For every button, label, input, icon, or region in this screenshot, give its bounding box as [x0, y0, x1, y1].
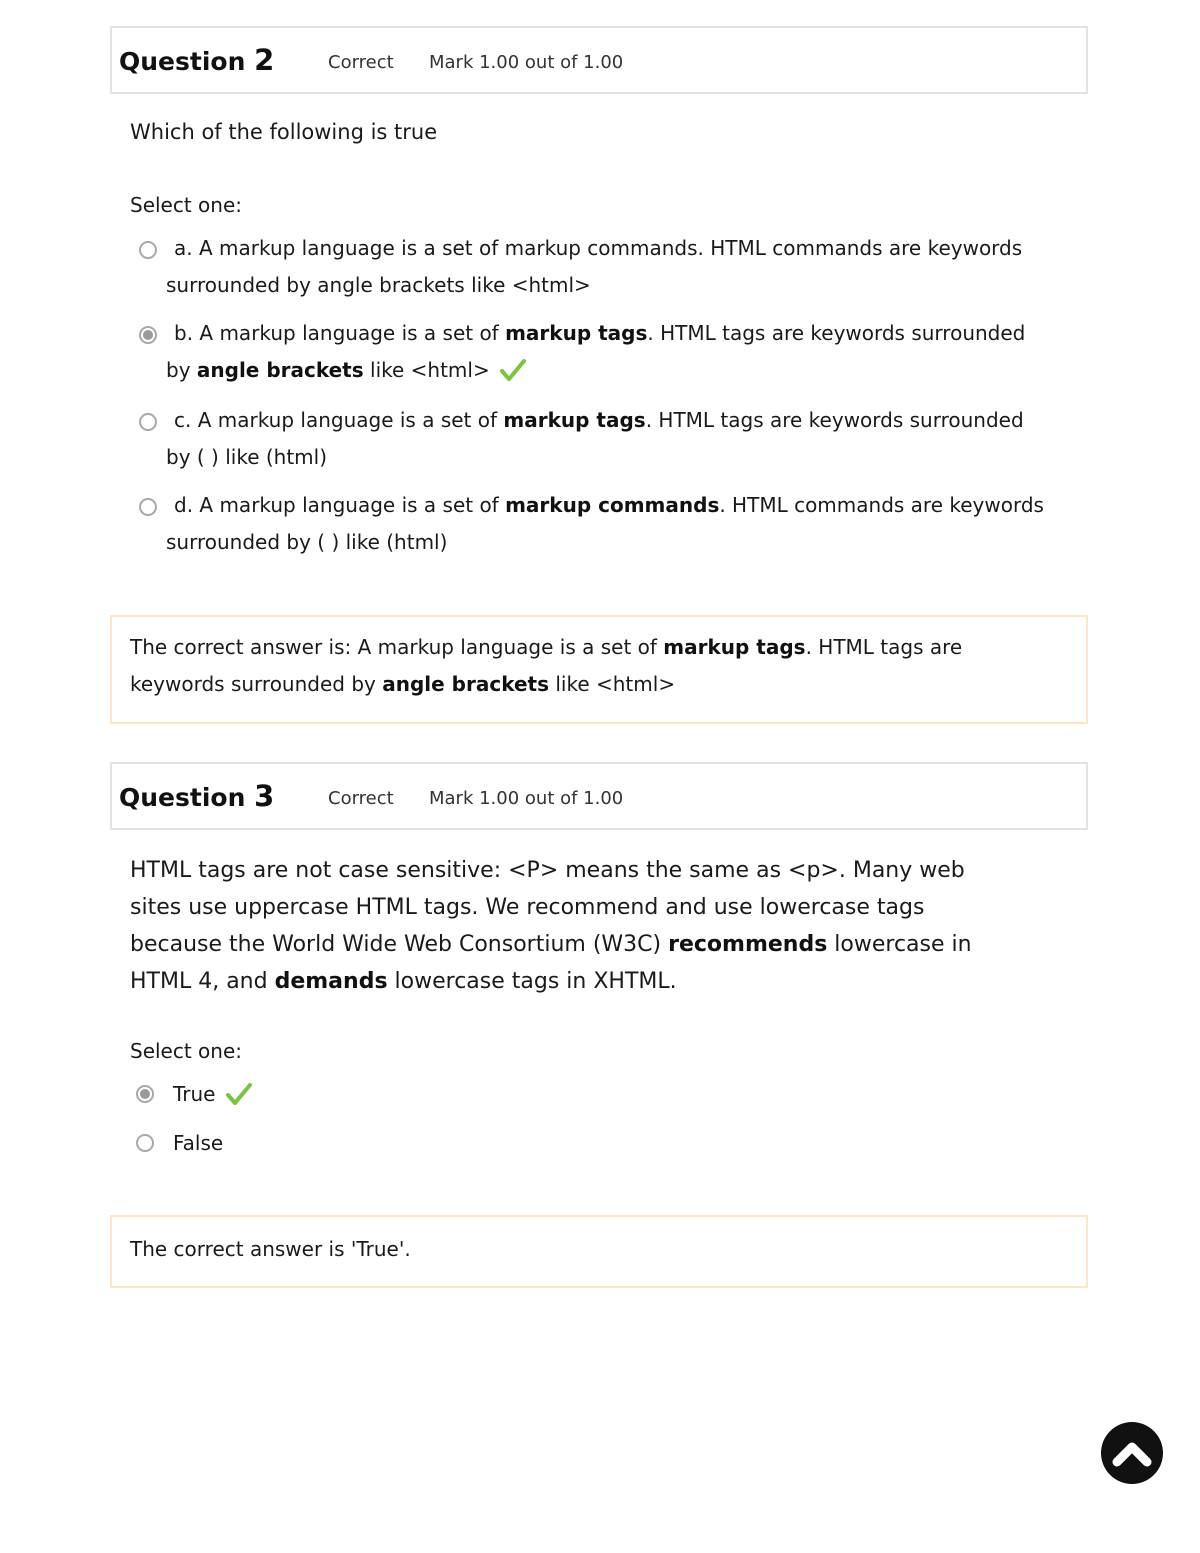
feedback-text-2: . HTML tags are keywords surrounded by — [130, 635, 963, 696]
question-3-header — [110, 762, 1088, 830]
option-d-bold-1: markup commands — [505, 493, 720, 517]
feedback-bold-2: angle brackets — [382, 671, 549, 696]
question-2-mark: Mark 1.00 out of 1.00 — [429, 52, 624, 73]
option-a-label: a. A markup language is a set of markup commands. HTML commands are keywords surrounded by angle brackets like <html> — [166, 236, 1023, 297]
question-3-state: Correct — [328, 788, 394, 809]
option-true-label: True — [173, 1082, 216, 1106]
option-b-text-3: like <html> — [363, 357, 490, 382]
option-c-text-1: c. A markup language is a set of — [174, 408, 504, 432]
question-label: Question — [119, 783, 246, 812]
question-2-select-label: Select one: — [130, 193, 243, 217]
question-3-mark: Mark 1.00 out of 1.00 — [429, 788, 624, 809]
question-2-state: Correct — [328, 52, 394, 73]
question-3-feedback-text: The correct answer is 'True'. — [130, 1237, 411, 1261]
question-3-bold-1: recommends — [668, 932, 828, 957]
option-d-text-1: d. A markup language is a set of — [174, 493, 506, 517]
back-to-top-button[interactable] — [1101, 1422, 1163, 1484]
option-false[interactable] — [173, 1125, 373, 1162]
option-b[interactable] — [166, 315, 1046, 388]
option-c[interactable] — [166, 402, 1046, 475]
option-d-text-2: . HTML commands are keywords surrounded by ( ) like (html) — [166, 493, 1044, 554]
question-2-text: Which of the following is true — [130, 120, 438, 144]
chevron-up-icon — [1101, 1422, 1163, 1484]
option-d-radio[interactable] — [139, 498, 157, 516]
question-2-feedback-text — [130, 629, 1030, 702]
question-3-text — [130, 852, 1010, 1000]
question-2-feedback — [110, 615, 1088, 724]
question-3-feedback — [110, 1215, 1088, 1288]
option-false-radio[interactable] — [136, 1134, 154, 1152]
option-b-bold-1: markup tags — [505, 321, 648, 345]
feedback-text-3: like <html> — [549, 671, 676, 696]
feedback-text-1: The correct answer is: A markup language is a set of — [130, 635, 664, 659]
option-a-radio[interactable] — [139, 241, 157, 259]
question-2-title — [119, 43, 274, 77]
question-2-header — [110, 26, 1088, 94]
option-true-radio[interactable] — [136, 1085, 154, 1103]
option-d[interactable] — [166, 487, 1046, 560]
option-c-bold-1: markup tags — [503, 408, 646, 432]
question-3-text-3: lowercase tags in XHTML. — [387, 969, 677, 994]
option-a[interactable] — [166, 230, 1046, 303]
feedback-bold-1: markup tags — [663, 635, 806, 659]
question-3-title — [119, 779, 274, 813]
option-true[interactable] — [173, 1076, 373, 1113]
question-number: 3 — [254, 779, 275, 813]
question-number: 2 — [254, 43, 275, 77]
correct-check-icon — [500, 358, 526, 382]
option-b-text-2: . HTML tags are keywords surrounded by — [166, 321, 1026, 382]
question-3-bold-2: demands — [274, 969, 388, 994]
option-c-radio[interactable] — [139, 413, 157, 431]
option-b-text-1: b. A markup language is a set of — [174, 321, 506, 345]
question-3-select-label: Select one: — [130, 1039, 243, 1063]
option-c-text-2: . HTML tags are keywords surrounded by ( ) like (html) — [166, 408, 1024, 469]
question-3-text-1: HTML tags are not case sensitive: <P> means the same as <p>. Many web sites use uppercase HTML tags. We recommend and use lowercase tags because the World Wide Web Consortium (W3C) — [130, 858, 965, 957]
question-label: Question — [119, 47, 246, 76]
option-false-label: False — [173, 1131, 224, 1155]
correct-check-icon — [226, 1082, 252, 1106]
option-b-radio[interactable] — [139, 326, 157, 344]
option-b-bold-2: angle brackets — [196, 357, 364, 382]
question-3-text-2: lowercase in HTML 4, and — [130, 932, 972, 994]
